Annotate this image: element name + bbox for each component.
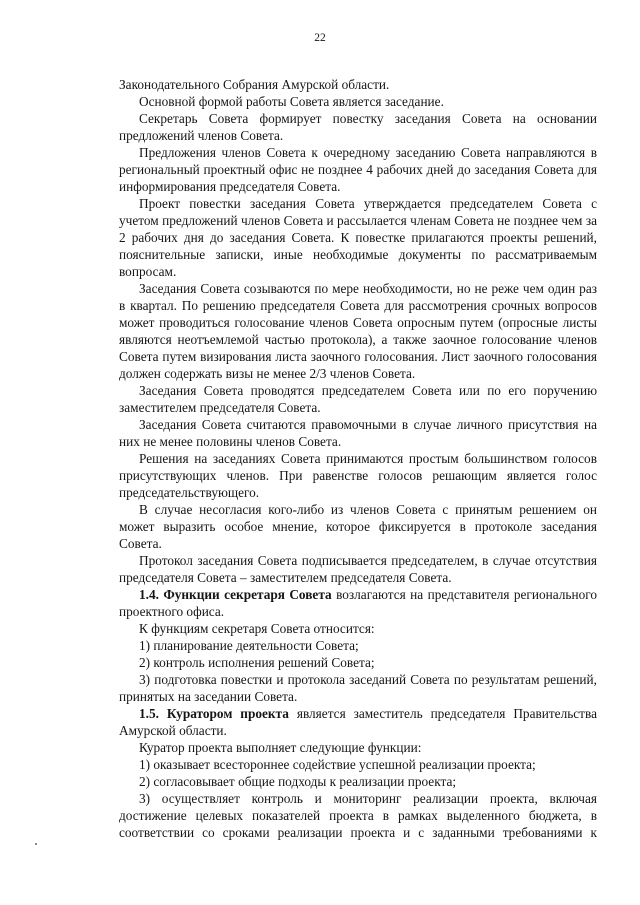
document-body [119, 76, 597, 841]
section-1-4-text: возлагаются на представителя регионального проектного офиса. [119, 587, 598, 619]
list-item: 2) контроль исполнения решений Совета; [139, 655, 375, 670]
section-1-4-paragraph [119, 586, 597, 620]
scan-artifact [35, 843, 37, 845]
list-item: 3) осуществляет контроль и мониторинг реализации проекта, включая достижение целевых показателей проекта в рамках выделенного бюджета, в соответствии со сроками реализации проекта и с заданными требованиями к [119, 791, 597, 840]
section-1-5-list [119, 756, 597, 841]
paragraph: Основной формой работы Совета является заседание. [139, 94, 444, 109]
paragraph: Проект повестки заседания Совета утверждается председателем Совета с учетом предложений членов Совета и рассылается членам Совета не позднее чем за 2 рабочих дня до заседания Совета. К повестке прилагаются проекты решений, пояснительные записки, иные необходимые документы по рассматриваемым вопросам. [119, 196, 597, 279]
section-1-5-paragraph [119, 705, 597, 739]
section-1-4-heading: 1.4. Функции секретаря Совета [139, 587, 332, 602]
list-item: 3) подготовка повестки и протокола заседаний Совета по результатам решений, принятых на заседании Совета. [119, 672, 597, 704]
paragraph: Заседания Совета созываются по мере необходимости, но не реже чем один раз в квартал. По решению председателя Совета для рассмотрения срочных вопросов может проводиться голосование членов Совета опросным путем (опросные листы являются неотъемлемой частью протокола), а также заочное голосование членов Совета путем визирования листа заочного голосования. Лист заочного голосования должен содержать визы не менее 2/3 членов Совета. [119, 281, 597, 381]
list-item: 1) оказывает всестороннее содействие успешной реализации проекта; [139, 757, 536, 772]
section-1-5-heading: 1.5. Куратором проекта [139, 706, 289, 721]
paragraph: Решения на заседаниях Совета принимаются простым большинством голосов присутствующих членов. При равенстве голосов решающим является голос председательствующего. [119, 451, 597, 500]
section-1-4-list [119, 637, 597, 705]
section-1-5-text: является заместитель председателя Правительства Амурской области. [119, 706, 597, 738]
paragraph: Заседания Совета проводятся председателем Совета или по его поручению заместителем председателя Совета. [119, 383, 597, 415]
paragraph: В случае несогласия кого-либо из членов Совета с принятым решением он может выразить особое мнение, которое фиксируется в протоколе заседания Совета. [119, 502, 597, 551]
list-item: 1) планирование деятельности Совета; [139, 638, 359, 653]
page-number: 22 [314, 32, 326, 44]
paragraph: Заседания Совета считаются правомочными в случае личного присутствия на них не менее половины членов Совета. [119, 417, 597, 449]
paragraph: Предложения членов Совета к очередному заседанию Совета направляются в региональный проектный офис не позднее 4 рабочих дней до заседания Совета для информирования председателя Совета. [119, 145, 597, 194]
section-1-5-intro: Куратор проекта выполняет следующие функции: [139, 740, 422, 755]
paragraph: Протокол заседания Совета подписывается председателем, в случае отсутствия председателя Совета – заместителем председателя Совета. [119, 553, 597, 585]
paragraph: Секретарь Совета формирует повестку заседания Совета на основании предложений членов Совета. [119, 111, 597, 143]
section-1-4-intro: К функциям секретаря Совета относится: [139, 621, 375, 636]
paragraph: Законодательного Собрания Амурской области. [119, 77, 390, 92]
list-item: 2) согласовывает общие подходы к реализации проекта; [139, 774, 457, 789]
